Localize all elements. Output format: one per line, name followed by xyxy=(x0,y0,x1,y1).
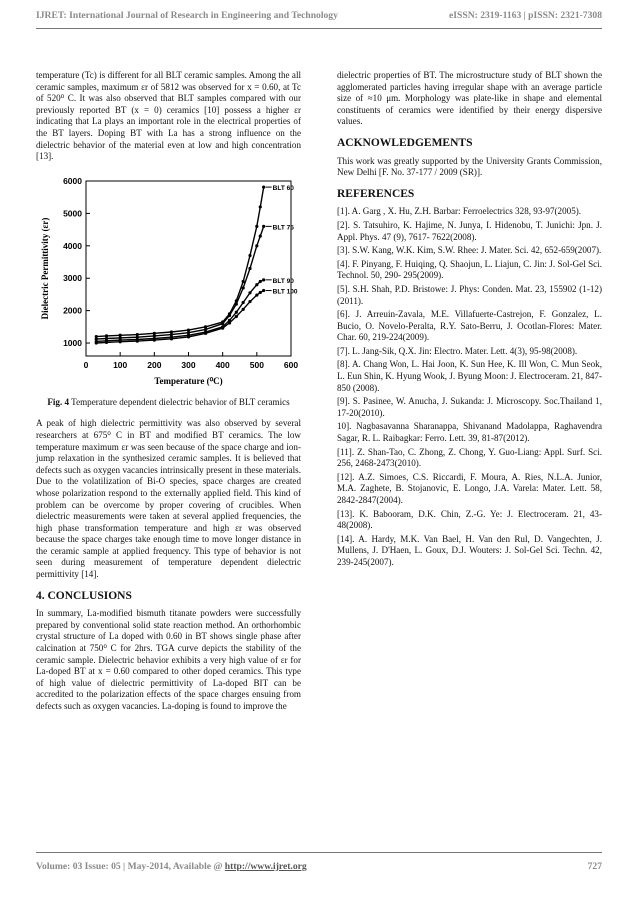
references-list xyxy=(337,206,602,568)
journal-link[interactable]: http://www.ijret.org xyxy=(224,861,307,872)
dielectric-chart xyxy=(36,171,301,389)
data-point xyxy=(228,321,231,324)
data-point xyxy=(248,254,251,257)
footer-volume xyxy=(36,861,307,872)
reference-item: 10]. Nagbasavanna Sharanappa, Shivanand Madolappa, Raghavendra Sagar, R. L. Raibagkar: Ferro. Lett. 39, 81-87(2012). xyxy=(337,421,602,444)
data-point xyxy=(248,267,251,270)
acknowledgements-paragraph: This work was greatly supported by the University Grants Commission, New Delhi [F. No. 37-177 / 2009 (SR)]. xyxy=(337,155,602,178)
data-point xyxy=(228,314,231,317)
data-point xyxy=(242,307,245,310)
data-point xyxy=(262,278,265,281)
data-point xyxy=(242,301,245,304)
reference-item: [2]. S. Tatsuhiro, K. Hajime, N. Junya, I. Hidenobu, T. Junichi: Jpn. J. Appl. Phys. 47 (9), 7617- 7622(2008). xyxy=(337,219,602,242)
data-point xyxy=(95,341,98,344)
data-point xyxy=(242,280,245,283)
data-point xyxy=(170,337,173,340)
figure-caption xyxy=(44,397,293,409)
reference-item: [14]. A. Hardy, M.K. Van Bael, H. Van den Rul, D. Vangechten, J. Mullens, J. D'Haen, L. Goux, D.J. Wouters: J. Sol-Gel Sci. Techn. 42, 239-245(2007). xyxy=(337,533,602,567)
data-point xyxy=(255,225,258,228)
figure-caption-text: Temperature dependent dielectric behavior of BLT ceramics xyxy=(71,396,290,407)
page-number: 727 xyxy=(587,861,602,872)
x-tick-label: 300 xyxy=(181,359,196,370)
y-tick-label: 3000 xyxy=(63,272,82,283)
data-point xyxy=(259,234,262,237)
reference-item: [3]. S.W. Kang, W.K. Kim, S.W. Rhee: J. Mater. Sci. 42, 652-659(2007). xyxy=(337,245,602,256)
reference-item: [6]. J. Arreuin-Zavala, M.E. Villafuerte-Castrejon, F. Gonzalez, L. Bucio, O. Novelo-Peralta, R.Y. Sato-Berru, J. Ocotlan-Flores: Mater. Char. 60, 219-224(2009). xyxy=(337,309,602,343)
data-point xyxy=(259,291,262,294)
data-point xyxy=(235,315,238,318)
series-label: BLT 75 xyxy=(272,224,294,232)
reference-item: [8]. A. Chang Won, L. Hai Joon, K. Sun Hee, K. Ill Won, C. Mun Seok, L. Eun Shin, K. Hyung Wook, J. Byung Moon: J. Electroceram. 21, 847-850 (2008). xyxy=(337,359,602,393)
series-label: BLT 100 xyxy=(272,288,298,296)
page-header xyxy=(36,10,602,21)
page-footer xyxy=(36,861,602,872)
left-paragraph-2: A peak of high dielectric permittivity was also observed by several researchers at 675⁰ C in BT and modified BT ceramics. The low temperature maximum εr was seen because of the space charge and ion-jump relaxation in the synthesized ceramic samples. It is believed that defects such as oxygen vacancies intrinsically present in these materials. Due to the volatilization of Bi-O species, space charges are created whose polarization respond to the externally applied field. This kind of problem can be overcome by proper covering of crucibles. When dielectric measurements were taken at several applied frequencies, the high phase transformation temperature and high εr was observed because the space charges take enough time to move longer distance in the ceramic sample at applied frequency. This type of behavior is not seen during measurement of temperature dependent dielectric permittivity [14]. xyxy=(36,418,301,580)
right-paragraph-1: dielectric properties of BT. The microstructure study of BLT shown the agglomerated particles having irregular shape with an average particle size of ≈10 μm. Morphology was plate-like in shape and elemental constituents of ceramics were identified by their energy dispersive values. xyxy=(337,70,602,127)
acknowledgements-heading: ACKNOWLEDGEMENTS xyxy=(337,136,473,149)
reference-item: [13]. K. Babooram, D.K. Chin, Z.-G. Ye: J. Electroceram. 21, 43-48(2008). xyxy=(337,508,602,531)
y-tick-label: 4000 xyxy=(63,240,82,251)
data-point xyxy=(221,326,224,329)
reference-item: [9]. S. Pasinee, W. Anucha, J. Sukanda: J. Microscopy. Soc.Thailand 1, 17-20(2010). xyxy=(337,396,602,418)
x-tick-label: 100 xyxy=(113,359,128,370)
data-point xyxy=(248,300,251,303)
x-tick-label: 500 xyxy=(249,359,264,370)
x-axis-label: Temperature (⁰C) xyxy=(154,375,223,386)
series-label: BLT 60 xyxy=(272,184,294,192)
series-line xyxy=(96,280,263,342)
y-tick-label: 6000 xyxy=(63,175,82,186)
left-column xyxy=(36,70,301,713)
data-point xyxy=(235,302,238,305)
reference-item: [5]. S.H. Shah, P.D. Bristowe: J. Phys: Conden. Mat. 23, 155902 (1-12)(2011). xyxy=(337,283,602,306)
y-tick-label: 1000 xyxy=(63,337,82,348)
conclusions-paragraph: In summary, La-modified bismuth titanate powders were successfully prepared by conventional solid state reaction method. An orthorhombic crystal structure of La doped with 0.60 in BT shows single phase after calcination at 750⁰ C for 2hrs. TGA curve depicts the stability of the ceramic sample. Dielectric behavior exhibits a very high value of εr for La-doped BT at x = 0.60 compared to other doped ceramics. This type of high value of dielectric permittivity of La-doped BIT can be accredited to the polarization effects of the space charges ensuing from defects such as oxygen vacancies. La-doping is found to improve the xyxy=(36,608,301,711)
data-point xyxy=(255,244,258,247)
data-point xyxy=(262,225,265,228)
data-point xyxy=(119,340,122,343)
footer-volume-text: Volume: 03 Issue: 05 | May-2014, Available @ xyxy=(36,861,225,872)
figure-label: Fig. 4 xyxy=(47,396,70,407)
x-tick-label: 600 xyxy=(283,359,299,370)
data-point xyxy=(187,335,190,338)
figure-4 xyxy=(36,171,301,389)
data-point xyxy=(242,286,245,289)
header-rule xyxy=(36,28,602,29)
y-tick-label: 5000 xyxy=(63,208,82,219)
x-tick-label: 0 xyxy=(83,359,89,370)
data-point xyxy=(259,205,262,208)
references-heading: REFERENCES xyxy=(337,187,415,200)
data-point xyxy=(136,339,139,342)
reference-item: [11]. Z. Shan-Tao, C. Zhong, Z. Chong, Y. Guo-Liang: Appl. Surf. Sci. 256, 2468-2473(2010). xyxy=(337,446,602,469)
conclusions-heading: 4. CONCLUSIONS xyxy=(36,589,132,602)
data-point xyxy=(204,331,207,334)
data-point xyxy=(259,280,262,283)
reference-item: [4]. F. Pinyang, F. Huiqing, Q. Shaojun, L. Liajun, C. Jin: J. Sol-Gel Sci. Technol. 50, 290- 295(2009). xyxy=(337,258,602,281)
data-point xyxy=(153,338,156,341)
reference-item: [7]. L. Jang-Sik, Q.X. Jin: Electro. Mater. Lett. 4(3), 95-98(2008). xyxy=(337,345,578,356)
data-point xyxy=(248,291,251,294)
data-point xyxy=(105,341,108,344)
reference-item: [12]. A.Z. Simoes, C.S. Riccardi, F. Moura, A. Ries, N.L.A. Junior, M.A. Zaghete, B. Stojanovic, E. Longo, J.A. Varela: Mater. Lett. 58, 2842-2847(2004). xyxy=(337,471,602,505)
left-paragraph-1: temperature (Tc) is different for all BLT ceramic samples. Among the all ceramic samples, maximum εr of 5812 was observed for x = 0.60, at Tc of 520⁰ C. It was also observed that BLT samples compared with our previously reported BT (x = 0) ceramics [10] possess a higher εr indicating that La plays an important role in the electrical properties of the BT layers. Doping BT with La has a strong influence on the dielectric behavior of the material even at low and high concentration [13]. xyxy=(36,70,301,162)
data-point xyxy=(262,185,265,188)
series-label: BLT 90 xyxy=(272,277,294,285)
series-line xyxy=(96,226,263,339)
right-column xyxy=(337,70,602,571)
data-point xyxy=(255,283,258,286)
x-tick-label: 200 xyxy=(147,359,162,370)
reference-item: [1]. A. Garg , X. Hu, Z.H. Barbar: Ferroelectrics 328, 93-97(2005). xyxy=(337,206,582,217)
data-point xyxy=(235,310,238,313)
issn: eISSN: 2319-1163 | pISSN: 2321-7308 xyxy=(449,10,602,21)
data-point xyxy=(262,289,265,292)
x-tick-label: 400 xyxy=(215,359,230,370)
data-point xyxy=(221,322,224,325)
footer-rule xyxy=(36,852,602,853)
data-point xyxy=(255,293,258,296)
y-tick-label: 2000 xyxy=(63,305,82,316)
journal-name: IJRET: International Journal of Research in Engineering and Technology xyxy=(36,10,338,21)
y-axis-label: Dielectric Permittivity (εr) xyxy=(40,217,50,320)
